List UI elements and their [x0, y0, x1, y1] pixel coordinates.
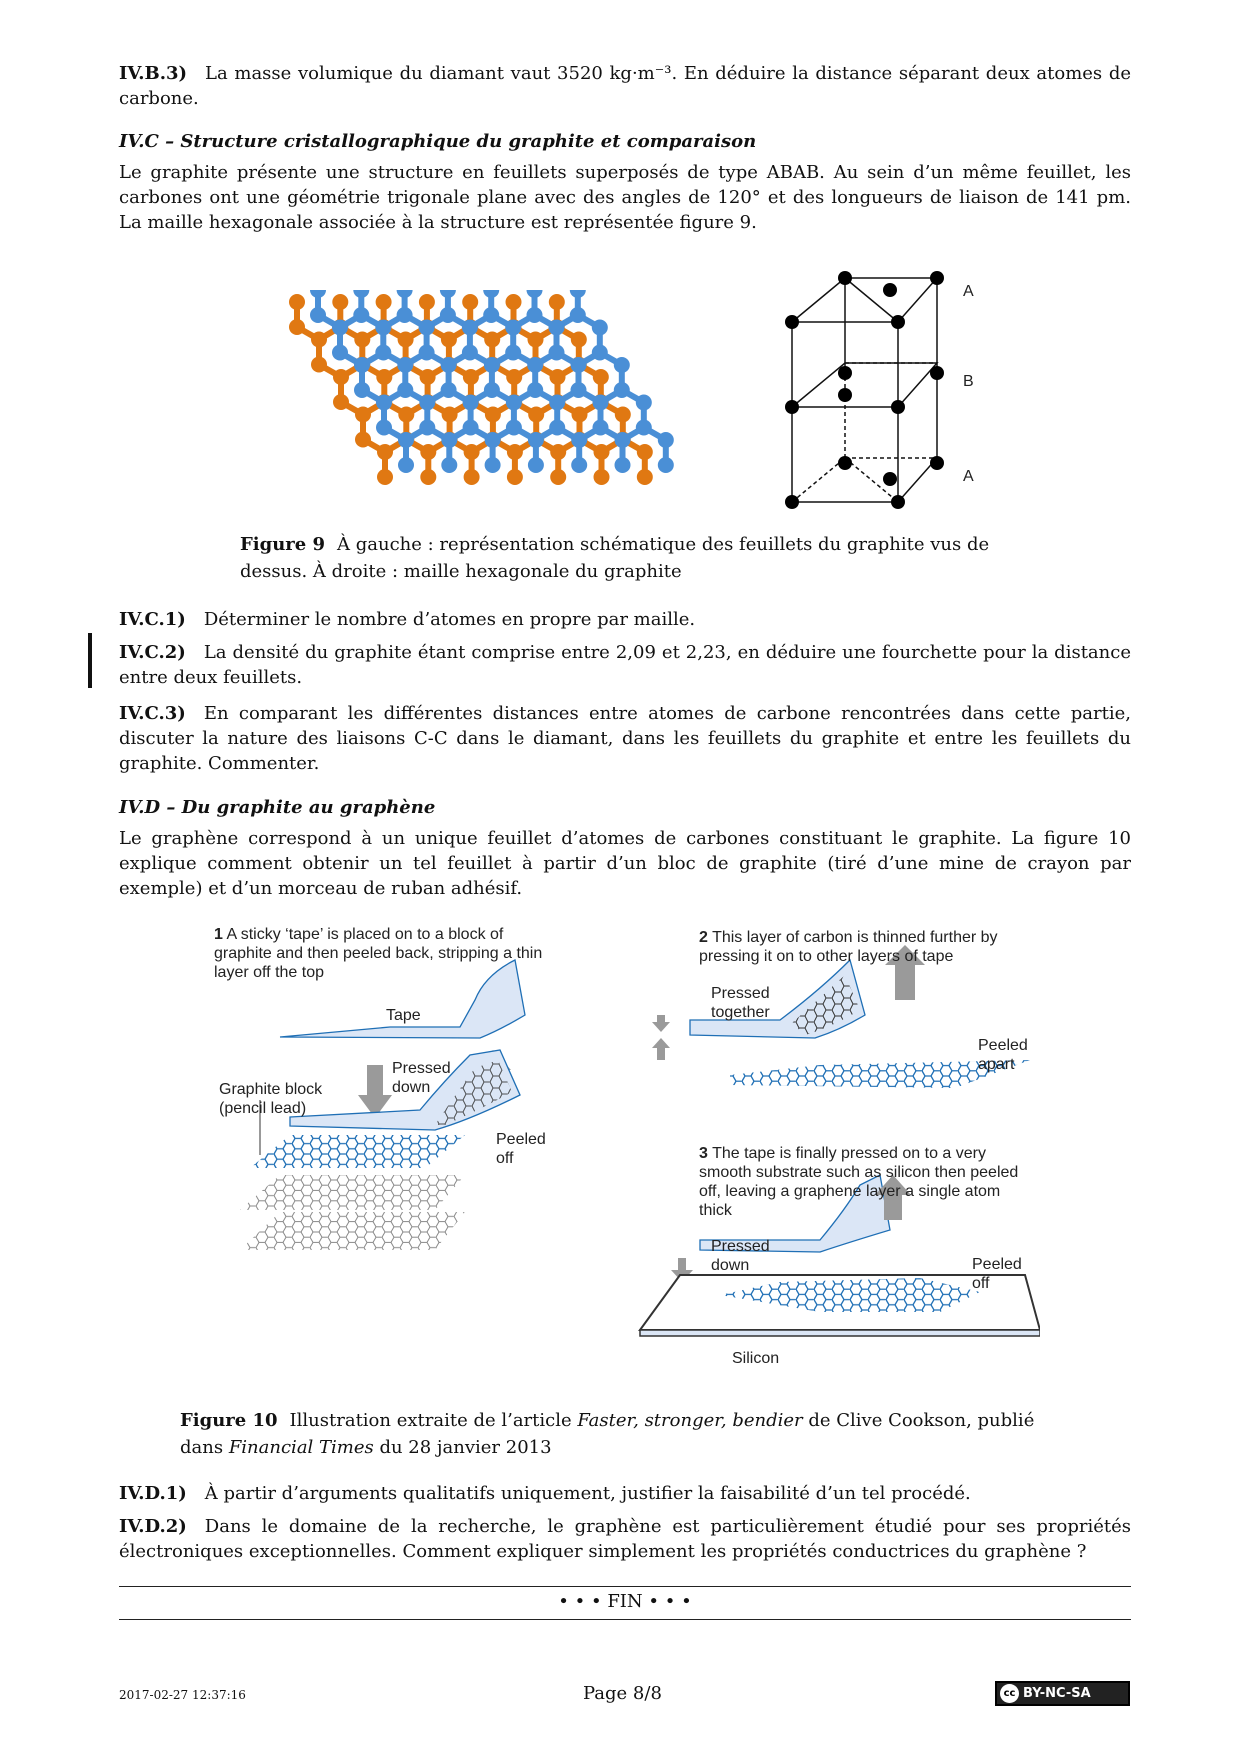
- carbon-atom: [483, 290, 499, 298]
- carbon-atom: [614, 357, 630, 373]
- carbon-atom: [420, 369, 436, 385]
- carbon-atom: [463, 395, 479, 411]
- question-IVB3: [119, 61, 1131, 111]
- carbon-atom: [549, 395, 565, 411]
- carbon-atom: [441, 357, 457, 373]
- carbon-atom: [398, 432, 414, 448]
- carbon-atom: [398, 332, 414, 348]
- step3-caption: [699, 1144, 1019, 1220]
- carbon-atom: [419, 320, 435, 336]
- carbon-atom: [376, 395, 392, 411]
- carbon-atom: [376, 294, 392, 310]
- graphite-sheets-figure: [285, 290, 755, 500]
- question-IVD1: [119, 1481, 1131, 1506]
- carbon-atom: [505, 345, 521, 361]
- carbon-atom: [527, 307, 543, 323]
- carbon-atom: [571, 382, 587, 398]
- footer-timestamp: 2017-02-27 12:37:16: [119, 1688, 246, 1702]
- carbon-atom: [506, 294, 522, 310]
- carbon-atom: [354, 332, 370, 348]
- caption-mid: de Clive Cookson, publié dans: [180, 1410, 1035, 1458]
- layer-label-a-top: A: [963, 283, 974, 300]
- carbon-atom: [377, 469, 393, 485]
- carbon-atom: [441, 457, 457, 473]
- tape-label: Tape: [386, 1007, 421, 1024]
- carbon-atom: [463, 369, 479, 385]
- carbon-atom: [506, 420, 522, 436]
- question-IVC2: [119, 640, 1131, 690]
- section-heading-IVD: IV.D – Du graphite au graphène: [119, 797, 436, 818]
- end-marker: • • • FIN • • •: [558, 1591, 692, 1612]
- question-number: IV.B.3): [119, 63, 188, 84]
- question-number: IV.C.2): [119, 642, 186, 663]
- carbon-atom: [571, 457, 587, 473]
- carbon-atom: [483, 307, 499, 323]
- carbon-atom: [549, 320, 565, 336]
- carbon-atom: [572, 407, 588, 423]
- step2-caption: [699, 928, 1034, 966]
- layer-label-b: B: [963, 373, 974, 390]
- carbon-atom: [550, 469, 566, 485]
- carbon-atom: [355, 432, 371, 448]
- carbon-atom: [354, 357, 370, 373]
- carbon-atom: [528, 432, 544, 448]
- carbon-atom: [420, 444, 436, 460]
- end-rule-bottom: [119, 1619, 1131, 1620]
- carbon-atom: [354, 382, 370, 398]
- question-IVC3: [119, 701, 1131, 776]
- carbon-atom: [310, 307, 326, 323]
- carbon-atom: [571, 357, 587, 373]
- carbon-atom: [353, 290, 369, 298]
- carbon-atom: [528, 457, 544, 473]
- carbon-atom: [397, 357, 413, 373]
- pressed-down-label-3: Pressed down: [711, 1238, 770, 1274]
- figure10-caption: [180, 1407, 1080, 1461]
- carbon-atom: [549, 294, 565, 310]
- carbon-atom: [594, 469, 610, 485]
- carbon-atom: [333, 369, 349, 385]
- carbon-atom: [441, 332, 457, 348]
- figure9-caption: [240, 531, 1010, 585]
- change-bar: [88, 633, 92, 688]
- carbon-atom: [485, 407, 501, 423]
- carbon-atom: [593, 369, 609, 385]
- carbon-atom: [592, 320, 608, 336]
- caption-label: Figure 9: [240, 534, 326, 555]
- carbon-atom: [485, 457, 501, 473]
- carbon-atom: [658, 432, 674, 448]
- carbon-atom: [332, 294, 348, 310]
- carbon-atom: [549, 420, 565, 436]
- carbon-atom: [464, 469, 480, 485]
- carbon-atom: [592, 345, 608, 361]
- caption-paper: Financial Times: [228, 1437, 374, 1458]
- caption-text: À gauche : représentation schématique des feuillets du graphite vus de dessus. À droite : maille hexagonale du graphite: [240, 534, 990, 582]
- carbon-atom: [636, 420, 652, 436]
- carbon-atom: [376, 420, 392, 436]
- license-badge: [995, 1681, 1130, 1706]
- carbon-atom: [614, 382, 630, 398]
- carbon-atom: [462, 320, 478, 336]
- carbon-atom: [419, 395, 435, 411]
- carbon-atom: [419, 420, 435, 436]
- carbon-atom: [550, 369, 566, 385]
- carbon-atom: [311, 332, 327, 348]
- carbon-atom: [376, 369, 392, 385]
- carbon-atom: [441, 382, 457, 398]
- carbon-atom: [505, 320, 521, 336]
- carbon-atom: [311, 357, 327, 373]
- carbon-atom: [419, 345, 435, 361]
- carbon-atom: [420, 469, 436, 485]
- carbon-atom: [549, 345, 565, 361]
- question-text: La masse volumique du diamant vaut 3520 kg·m⁻³. En déduire la distance séparant deux atomes de carbone.: [119, 63, 1131, 109]
- carbon-atom: [442, 407, 458, 423]
- question-IVD2: [119, 1514, 1131, 1564]
- peeled-apart-label: Peeled apart: [978, 1037, 1028, 1073]
- carbon-atom: [570, 307, 586, 323]
- carbon-atom: [593, 420, 609, 436]
- step3-text: The tape is finally pressed on to a very smooth substrate such as silicon then peeled off, leaving a graphene layer a single atom thick: [699, 1145, 1019, 1219]
- caption-article: Faster, stronger, bendier: [577, 1410, 803, 1431]
- pressed-down-label: Pressed down: [392, 1060, 451, 1096]
- carbon-atom: [506, 369, 522, 385]
- carbon-atom: [615, 407, 631, 423]
- question-number: IV.C.3): [119, 703, 186, 724]
- carbon-atom: [397, 307, 413, 323]
- carbon-atom: [528, 332, 544, 348]
- carbon-atom: [440, 290, 456, 298]
- carbon-atom: [615, 432, 631, 448]
- carbon-atom: [332, 345, 348, 361]
- carbon-atom: [506, 395, 522, 411]
- question-number: IV.C.1): [119, 609, 186, 630]
- carbon-atom: [527, 290, 543, 298]
- carbon-atom: [353, 307, 369, 323]
- carbon-atom: [375, 345, 391, 361]
- carbon-atom: [310, 290, 326, 298]
- step1-number: 1: [214, 926, 223, 943]
- caption-post: du 28 janvier 2013: [373, 1437, 552, 1458]
- carbon-atom: [636, 395, 652, 411]
- step2-number: 2: [699, 929, 708, 946]
- question-IVC1: [119, 607, 1131, 632]
- carbon-atom: [462, 294, 478, 310]
- question-text: La densité du graphite étant comprise entre 2,09 et 2,23, en déduire une fourchette pour la distance entre deux feuillets.: [119, 642, 1131, 688]
- carbon-atom: [507, 469, 523, 485]
- question-text: Déterminer le nombre d’atomes en propre par maille.: [203, 609, 696, 630]
- question-number: IV.D.1): [119, 1483, 187, 1504]
- carbon-atom: [658, 457, 674, 473]
- silicon-label: Silicon: [732, 1350, 780, 1367]
- carbon-atom: [615, 457, 631, 473]
- carbon-atom: [507, 444, 523, 460]
- carbon-atom: [485, 432, 501, 448]
- graphite-block-label: Graphite block (pencil lead): [219, 1081, 323, 1117]
- carbon-atom: [355, 407, 371, 423]
- carbon-atom: [375, 320, 391, 336]
- carbon-atom: [637, 469, 653, 485]
- layer-label-a-bottom: A: [963, 468, 974, 485]
- step1-caption: [214, 925, 549, 982]
- carbon-atom: [462, 345, 478, 361]
- end-rule-top: [119, 1586, 1131, 1587]
- carbon-atom: [527, 357, 543, 373]
- page-number: Page 8/8: [583, 1683, 662, 1704]
- pressed-together-label: Pressed together: [711, 985, 770, 1021]
- carbon-atom: [550, 444, 566, 460]
- step1-text: A sticky ‘tape’ is placed on to a block of graphite and then peeled back, stripping a thin layer off the top: [214, 926, 543, 981]
- intro-IVD: Le graphène correspond à un unique feuillet d’atomes de carbones constituant le graphite. La figure 10 explique comment obtenir un tel feuillet à partir d’un bloc de graphite (tiré d’une mine de crayon par exemple) et d’un morceau de ruban adhésif.: [119, 828, 1131, 899]
- intro-IVC: Le graphite présente une structure en feuillets superposés de type ABAB. Au sein d’un même feuillet, les carbones ont une géométrie trigonale plane avec des angles de 120° et des longueurs de liaison de 141 pm. La maille hexagonale associée à la structure est représentée figure 9.: [119, 162, 1131, 233]
- carbon-atom: [484, 332, 500, 348]
- carbon-atom: [570, 290, 586, 298]
- license-text: BY-NC-SA: [1023, 1686, 1091, 1701]
- carbon-atom: [398, 407, 414, 423]
- carbon-atom: [571, 332, 587, 348]
- carbon-atom: [398, 457, 414, 473]
- step2-text: This layer of carbon is thinned further by pressing it on to other layers of tape: [699, 929, 998, 965]
- carbon-atom: [528, 407, 544, 423]
- carbon-atom: [397, 382, 413, 398]
- carbon-atom: [484, 382, 500, 398]
- question-text: Dans le domaine de la recherche, le graphène est particulièrement étudié pour ses propriétés électroniques exceptionnelles. Comment expliquer simplement les propriétés conductrices du graphène ?: [119, 1516, 1131, 1562]
- carbon-atom: [637, 444, 653, 460]
- section-heading-IVC: IV.C – Structure cristallographique du graphite et comparaison: [119, 131, 757, 152]
- carbon-atom: [441, 432, 457, 448]
- hexagonal-cell-figure: [780, 265, 955, 515]
- carbon-atom: [463, 420, 479, 436]
- carbon-atom: [440, 307, 456, 323]
- question-text: En comparant les différentes distances entre atomes de carbone rencontrées dans cette partie, discuter la nature des liaisons C-C dans le diamant, dans les feuillets du graphite et entre les feuillets du graphite. Commenter.: [119, 703, 1131, 774]
- carbon-atom: [527, 382, 543, 398]
- question-number: IV.D.2): [119, 1516, 187, 1537]
- peeled-off-label: Peeled off: [496, 1131, 546, 1167]
- carbon-atom: [484, 357, 500, 373]
- caption-label: Figure 10: [180, 1410, 278, 1431]
- carbon-atom: [593, 395, 609, 411]
- carbon-atom: [594, 444, 610, 460]
- carbon-atom: [289, 294, 305, 310]
- peeled-off-label-3: Peeled off: [972, 1256, 1022, 1292]
- carbon-atom: [464, 444, 480, 460]
- carbon-atom: [377, 444, 393, 460]
- question-text: À partir d’arguments qualitatifs uniquement, justifier la faisabilité d’un tel procédé.: [204, 1483, 971, 1504]
- cc-icon: cc: [1000, 1684, 1019, 1703]
- step3-number: 3: [699, 1145, 708, 1162]
- carbon-atom: [397, 290, 413, 298]
- carbon-atom: [419, 294, 435, 310]
- carbon-atom: [333, 394, 349, 410]
- carbon-atom: [289, 319, 305, 335]
- caption-pre: Illustration extraite de l’article: [289, 1410, 578, 1431]
- carbon-atom: [332, 320, 348, 336]
- carbon-atom: [571, 432, 587, 448]
